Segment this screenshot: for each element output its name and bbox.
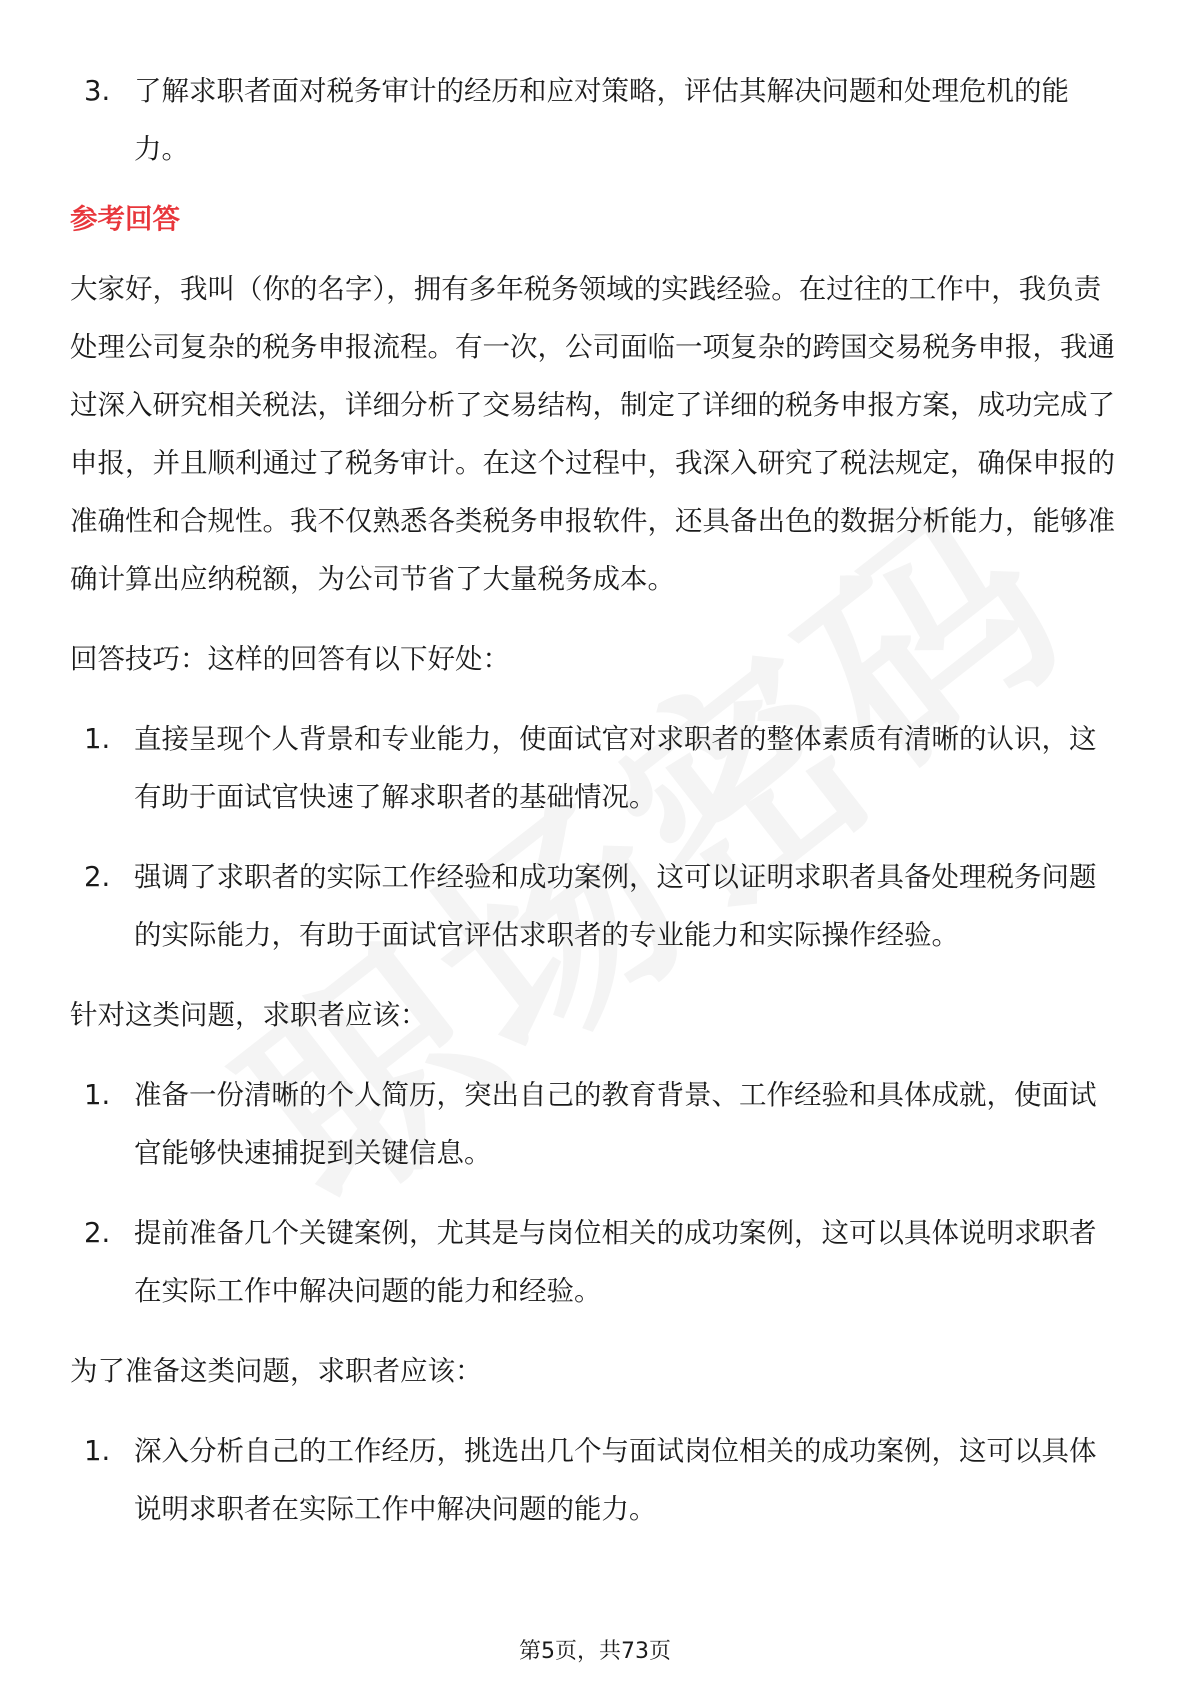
answer-paragraph: 大家好，我叫（你的名字），拥有多年税务领域的实践经验。在过往的工作中，我负责处理公司复杂的税务申报流程。有一次，公司面临一项复杂的跨国交易税务申报，我通过深入研究相关税法，详细分析了交易结构，制定了详细的税务申报方案，成功完成了申报，并且顺利通过了税务审计。在这个过程中，我深入研究了税法规定，确保申报的准确性和合规性。我不仅熟悉各类税务申报软件，还具备出色的数据分析能力，能够准确计算出应纳税额，为公司节省了大量税务成本。 xyxy=(70,273,1115,595)
list-text: 提前准备几个关键案例，尤其是与岗位相关的成功案例，这可以具体说明求职者在实际工作中解决问题的能力和经验。 xyxy=(134,1217,1097,1307)
list-number: 2. xyxy=(84,1217,111,1249)
list-number: 3. xyxy=(84,75,111,107)
list-item-should-1 xyxy=(70,1066,1120,1182)
list-item-tips-1 xyxy=(70,710,1120,826)
list-number: 1. xyxy=(84,723,111,755)
list-number: 1. xyxy=(84,1079,111,1111)
list-text: 直接呈现个人背景和专业能力，使面试官对求职者的整体素质有清晰的认识，这有助于面试官快速了解求职者的基础情况。 xyxy=(134,723,1097,813)
list-text: 强调了求职者的实际工作经验和成功案例，这可以证明求职者具备处理税务问题的实际能力，有助于面试官评估求职者的专业能力和实际操作经验。 xyxy=(134,861,1097,951)
list-number: 1. xyxy=(84,1435,111,1467)
list-text: 深入分析自己的工作经历，挑选出几个与面试岗位相关的成功案例，这可以具体说明求职者在实际工作中解决问题的能力。 xyxy=(134,1435,1097,1525)
tips-heading: 回答技巧：这样的回答有以下好处： xyxy=(70,643,510,675)
prepare-heading: 为了准备这类问题，求职者应该： xyxy=(70,1355,483,1387)
list-text: 准备一份清晰的个人简历，突出自己的教育背景、工作经验和具体成就，使面试官能够快速捕捉到关键信息。 xyxy=(134,1079,1097,1169)
should-heading: 针对这类问题，求职者应该： xyxy=(70,999,428,1031)
list-item-prepare-1 xyxy=(70,1422,1120,1538)
list-text: 了解求职者面对税务审计的经历和应对策略，评估其解决问题和处理危机的能力。 xyxy=(134,75,1069,165)
list-item-should-2 xyxy=(70,1204,1120,1320)
page-number: 第5页，共73页 xyxy=(519,1639,671,1664)
document-body xyxy=(70,62,1120,1538)
answer-heading: 参考回答 xyxy=(70,203,180,235)
list-number: 2. xyxy=(84,861,111,893)
list-item-tips-2 xyxy=(70,848,1120,964)
list-item-intro-3 xyxy=(70,62,1120,178)
